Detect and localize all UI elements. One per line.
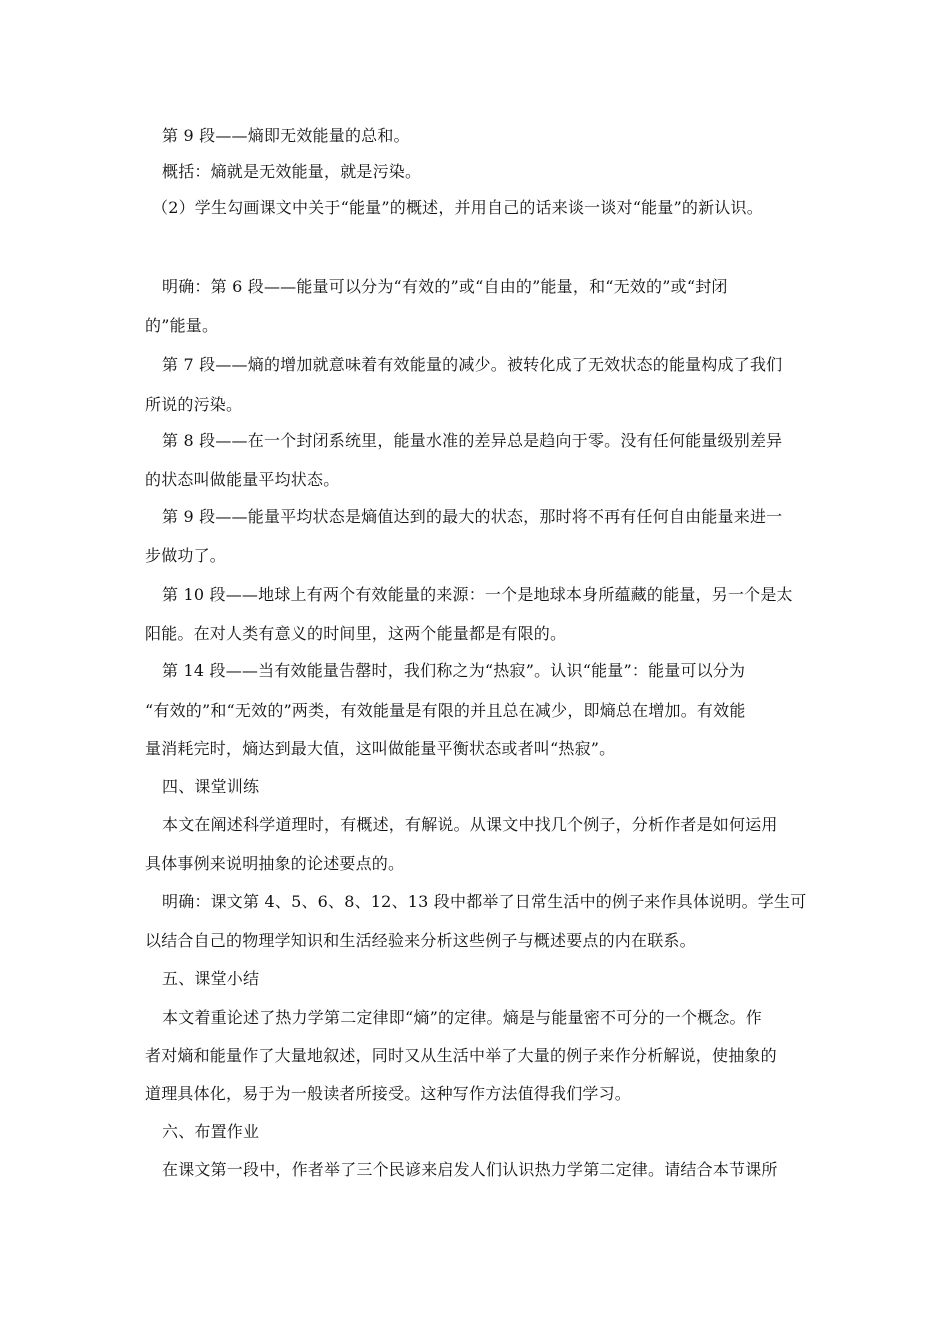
text-line: 在课文第一段中，作者举了三个民谚来启发人们认识热力学第二定律。请结合本节课所 [162,1160,778,1179]
text-line: 第 9 段——能量平均状态是熵值达到的最大的状态，那时将不再有任何自由能量来进一 [162,507,783,526]
text-line: 以结合自己的物理学知识和生活经验来分析这些例子与概述要点的内在联系。 [145,931,696,950]
text-line: 的”能量。 [145,316,219,335]
text-line: 阳能。在对人类有意义的时间里，这两个能量都是有限的。 [145,624,567,643]
text-line: 的状态叫做能量平均状态。 [145,470,340,489]
text-line: 第 9 段——熵即无效能量的总和。 [162,126,410,145]
text-line: 第 14 段——当有效能量告罄时，我们称之为“热寂”。认识“能量”：能量可以分为 [162,661,746,680]
text-line: 明确：第 6 段——能量可以分为“有效的”或“自由的”能量，和“无效的”或“封闭 [162,277,728,296]
section-heading: 四、课堂训练 [162,777,260,796]
text-line: 第 7 段——熵的增加就意味着有效能量的减少。被转化成了无效状态的能量构成了我们 [162,355,783,374]
text-line: 道理具体化，易于为一般读者所接受。这种写作方法值得我们学习。 [145,1084,632,1103]
section-heading: 五、课堂小结 [162,969,260,988]
text-line: 概括：熵就是无效能量，就是污染。 [162,162,422,181]
text-line: 所说的污染。 [145,395,243,414]
text-line: 步做功了。 [145,546,227,565]
text-line: 本文着重论述了热力学第二定律即“熵”的定律。熵是与能量密不可分的一个概念。作 [162,1008,762,1027]
text-line: 明确：课文第 4、5、6、8、12、13 段中都举了日常生活中的例子来作具体说明。学生可 [162,892,807,911]
text-line: 本文在阐述科学道理时，有概述，有解说。从课文中找几个例子，分析作者是如何运用 [162,815,778,834]
text-line: 具体事例来说明抽象的论述要点的。 [145,854,405,873]
text-line: （2）学生勾画课文中关于“能量”的概述，并用自己的话来谈一谈对“能量”的新认识。 [152,198,763,217]
text-line: 量消耗完时，熵达到最大值，这叫做能量平衡状态或者叫“热寂”。 [145,739,616,758]
section-heading: 六、布置作业 [162,1122,260,1141]
text-line: 第 8 段——在一个封闭系统里，能量水准的差异总是趋向于零。没有任何能量级别差异 [162,431,783,450]
text-line: 第 10 段——地球上有两个有效能量的来源：一个是地球本身所蕴藏的能量，另一个是太 [162,585,793,604]
text-line: “有效的”和“无效的”两类，有效能量是有限的并且总在减少，即熵总在增加。有效能 [145,701,746,720]
text-line: 者对熵和能量作了大量地叙述，同时又从生活中举了大量的例子来作分析解说，使抽象的 [145,1046,777,1065]
